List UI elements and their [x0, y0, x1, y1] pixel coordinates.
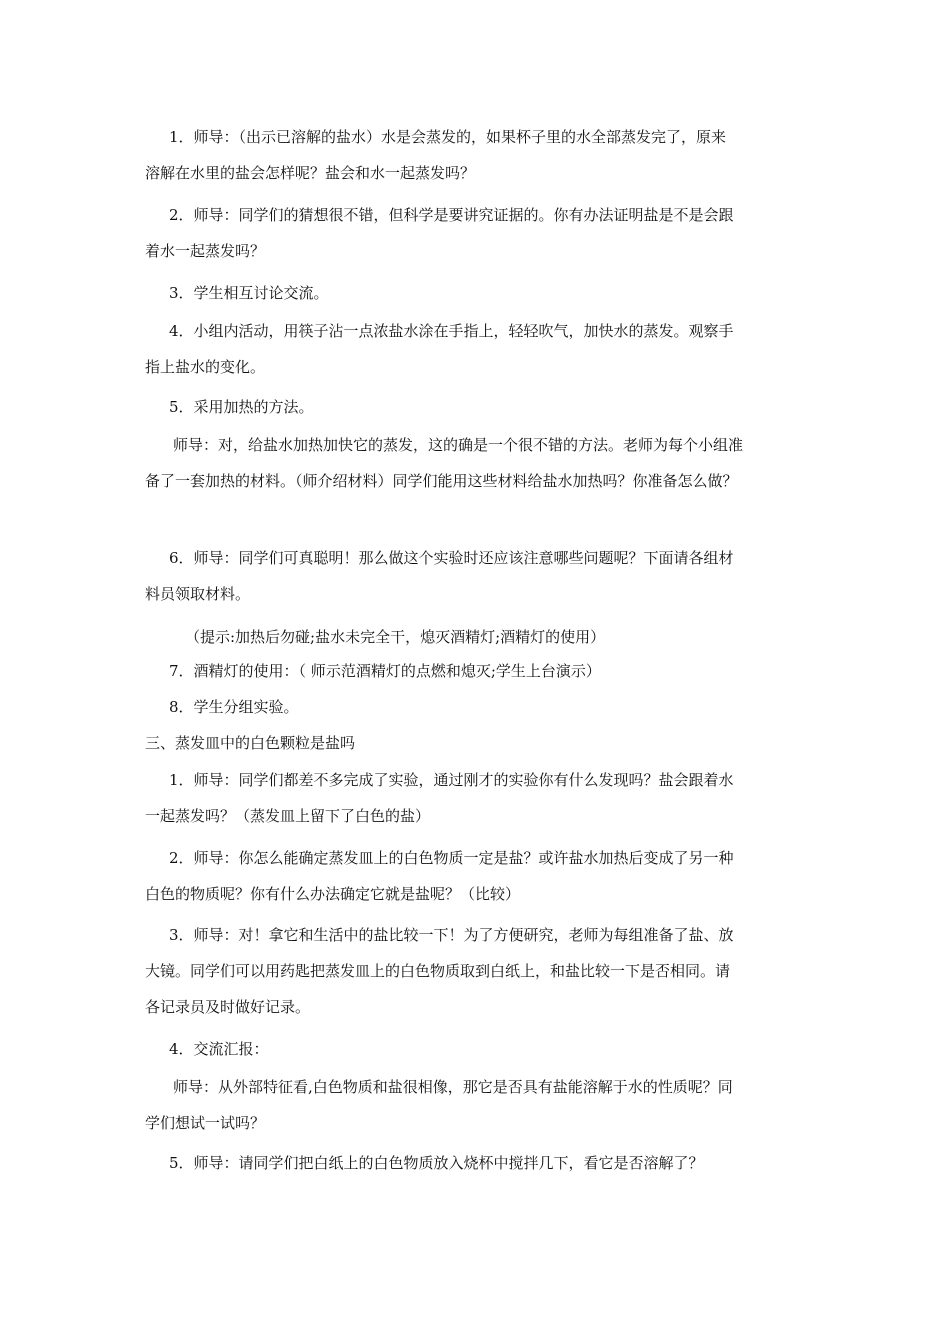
text-line: 3．学生相互讨论交流。 [169, 284, 329, 302]
text-line: 白色的物质呢？你有什么办法确定它就是盐呢？（比较） [145, 885, 521, 903]
paragraph-13 [145, 1031, 815, 1067]
text-line: 2．师导：你怎么能确定蒸发皿上的白色物质一定是盐？或许盐水加热后变成了另一种 [169, 849, 734, 867]
text-line: 料员领取材料。 [145, 585, 251, 603]
text-line: 大镜。同学们可以用药匙把蒸发皿上的白色物质取到白纸上，和盐比较一下是否相同。请 [145, 962, 731, 980]
paragraph-12 [145, 917, 815, 1025]
text-line: 5．师导：请同学们把白纸上的白色物质放入烧杯中搅拌几下，看它是否溶解了？ [169, 1154, 704, 1172]
paragraph-8 [145, 653, 815, 689]
text-line: 1．师导：（出示已溶解的盐水）水是会蒸发的，如果杯子里的水全部蒸发完了，原来 [169, 128, 727, 146]
text-line: 5．采用加热的方法。 [169, 398, 314, 416]
text-line: 6．师导：同学们可真聪明！那么做这个实验时还应该注意哪些问题呢？下面请各组材 [169, 549, 734, 567]
text-line: 7．酒精灯的使用：（ 师示范酒精灯的点燃和熄灭;学生上台演示） [169, 662, 601, 680]
text-line: 2．师导：同学们的猜想很不错，但科学是要讲究证据的。你有办法证明盐是不是会跟 [169, 206, 734, 224]
paragraph-10 [145, 762, 815, 834]
paragraph-15 [145, 1145, 815, 1181]
text-line: 3．师导：对！拿它和生活中的盐比较一下！为了方便研究，老师为每组准备了盐、放 [169, 926, 734, 944]
text-line: 师导：从外部特征看,白色物质和盐很相像，那它是否具有盐能溶解于水的性质呢？同 [173, 1078, 733, 1096]
paragraph-9 [145, 689, 815, 725]
text-line: （提示:加热后勿碰;盐水未完全干，熄灭酒精灯;酒精灯的使用） [185, 628, 606, 646]
text-line: 师导：对，给盐水加热加快它的蒸发，这的确是一个很不错的方法。老师为每个小组准 [173, 436, 744, 454]
text-line: 溶解在水里的盐会怎样呢？盐会和水一起蒸发吗？ [145, 164, 476, 182]
paragraph-4 [145, 313, 815, 385]
paragraph-7 [145, 540, 815, 612]
paragraph-2 [145, 197, 815, 269]
text-line: 备了一套加热的材料。（师介绍材料）同学们能用这些材料给盐水加热吗？你准备怎么做？ [145, 472, 738, 490]
paragraph-14 [145, 1069, 815, 1141]
text-line: 1．师导：同学们都差不多完成了实验，通过刚才的实验你有什么发现吗？盐会跟着水 [169, 771, 734, 789]
text-line: 各记录员及时做好记录。 [145, 998, 311, 1016]
text-line: 着水一起蒸发吗？ [145, 242, 266, 260]
text-line: 4．交流汇报： [169, 1040, 269, 1058]
paragraph-hint [145, 619, 815, 655]
paragraph-3 [145, 275, 815, 311]
text-line: 一起蒸发吗？（蒸发皿上留下了白色的盐） [145, 807, 431, 825]
text-line: 指上盐水的变化。 [145, 358, 266, 376]
paragraph-1 [145, 119, 815, 191]
text-line: 8．学生分组实验。 [169, 698, 299, 716]
paragraph-11 [145, 840, 815, 912]
paragraph-5 [145, 389, 815, 425]
text-line: 学们想试一试吗？ [145, 1114, 266, 1132]
text-line: 4．小组内活动，用筷子沾一点浓盐水涂在手指上，轻轻吹气，加快水的蒸发。观察手 [169, 322, 734, 340]
section-heading [145, 725, 815, 761]
text-line: 三、蒸发皿中的白色颗粒是盐吗 [145, 734, 356, 752]
paragraph-6 [145, 427, 835, 499]
